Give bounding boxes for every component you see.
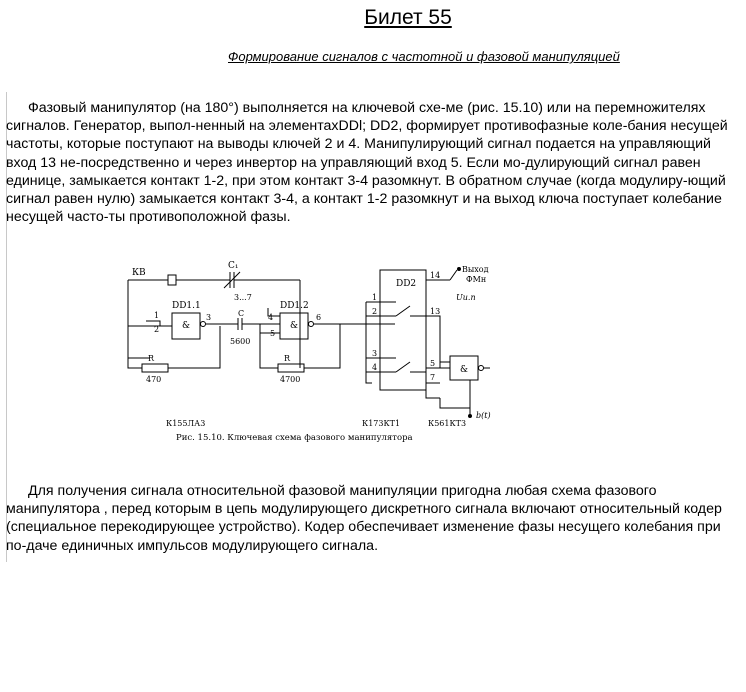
label-r1-value: 470 — [146, 375, 162, 384]
dd2-pin-2: 2 — [372, 307, 378, 316]
pin-6: 6 — [316, 313, 322, 322]
label-chip-k155la3: К155ЛА3 — [166, 419, 206, 428]
dd2-pin-7: 7 — [430, 373, 436, 382]
dd2-pin-13: 13 — [430, 307, 441, 316]
label-output-fmn: ФМн — [466, 275, 487, 284]
dd2-pin-5: 5 — [430, 359, 436, 368]
paragraph-phase-manipulator: Фазовый манипулятор (на 180°) выполняется на ключевой схе-ме (рис. 15.10) или на перемножителях сигналов. Генератор, выпол-ненный на элементахDDl; DD2, формирует противофазные коле-бания несущей частоты, которые поступают на выводы ключей 2 и 4. Манипулирующий сигнал подается на управляющий вход 13 не-посредственно и через инвертор на управляющий вход 5. Если мо-дулирующий сигнал равен единице, замыкается контакт 1-2, при этом контакт 3-4 разомкнут. В обратном случае (когда модулиру-ющий сигнал равен нулю) замыкается контакт 3-4, а контакт 1-2 разомкнут и на выход ключа поступает колебание несущей часто-ты противоположной фазы. — [6, 100, 728, 226]
label-dd2: DD2 — [396, 279, 417, 289]
label-vcc: Uи.п — [456, 293, 476, 302]
section-subtitle: Формирование сигналов с частотной и фазовой манипуляцией — [228, 49, 620, 64]
figure-caption: Рис. 15.10. Ключевая схема фазового манипулятора — [176, 433, 413, 443]
pin-2: 2 — [154, 325, 160, 334]
label-c1: C₁ — [228, 261, 239, 271]
pin-5: 5 — [270, 329, 276, 338]
label-chip-k561kt3: К561КТ3 — [428, 419, 467, 428]
label-c-value: 5600 — [230, 337, 251, 346]
dd2-pin-14: 14 — [430, 271, 441, 280]
label-chip-k173kt1: К173КТ1 — [362, 419, 401, 428]
pin-4: 4 — [268, 313, 274, 322]
gate-amp-3: & — [460, 365, 469, 375]
label-b-t: b(t) — [476, 411, 491, 420]
circuit-figure — [110, 258, 510, 468]
label-r2: R — [284, 354, 291, 363]
label-dd1-1: DD1.1 — [172, 301, 201, 311]
paragraph-relative-phase: Для получения сигнала относительной фазовой манипуляции пригодна любая схема фазового манипулятора , перед которым в цепь модулирующего дискретного сигнала включают относительный кодер (специальное перекодирующее устройство). Кодер обеспечивает изменение фазы несущего колебания при по-даче единичных импульсов модулирующего сигнала. — [6, 483, 722, 554]
dd2-pin-3: 3 — [372, 349, 378, 358]
dd2-pin-4: 4 — [372, 363, 378, 372]
pin-3: 3 — [206, 313, 212, 322]
label-output: Выход — [462, 265, 489, 274]
ticket-title: Билет 55 — [364, 6, 452, 29]
dd2-pin-1: 1 — [372, 293, 378, 302]
label-c1-range: 3...7 — [234, 293, 252, 302]
label-kv: КВ — [132, 268, 146, 278]
phase-manipulator-schematic — [110, 258, 510, 468]
label-c: C — [238, 309, 245, 318]
label-r1: R — [148, 354, 155, 363]
label-dd1-2: DD1.2 — [280, 301, 309, 311]
label-r2-value: 4700 — [280, 375, 301, 384]
pin-1: 1 — [154, 311, 160, 320]
gate-amp-1: & — [182, 321, 191, 331]
gate-amp-2: & — [290, 321, 299, 331]
